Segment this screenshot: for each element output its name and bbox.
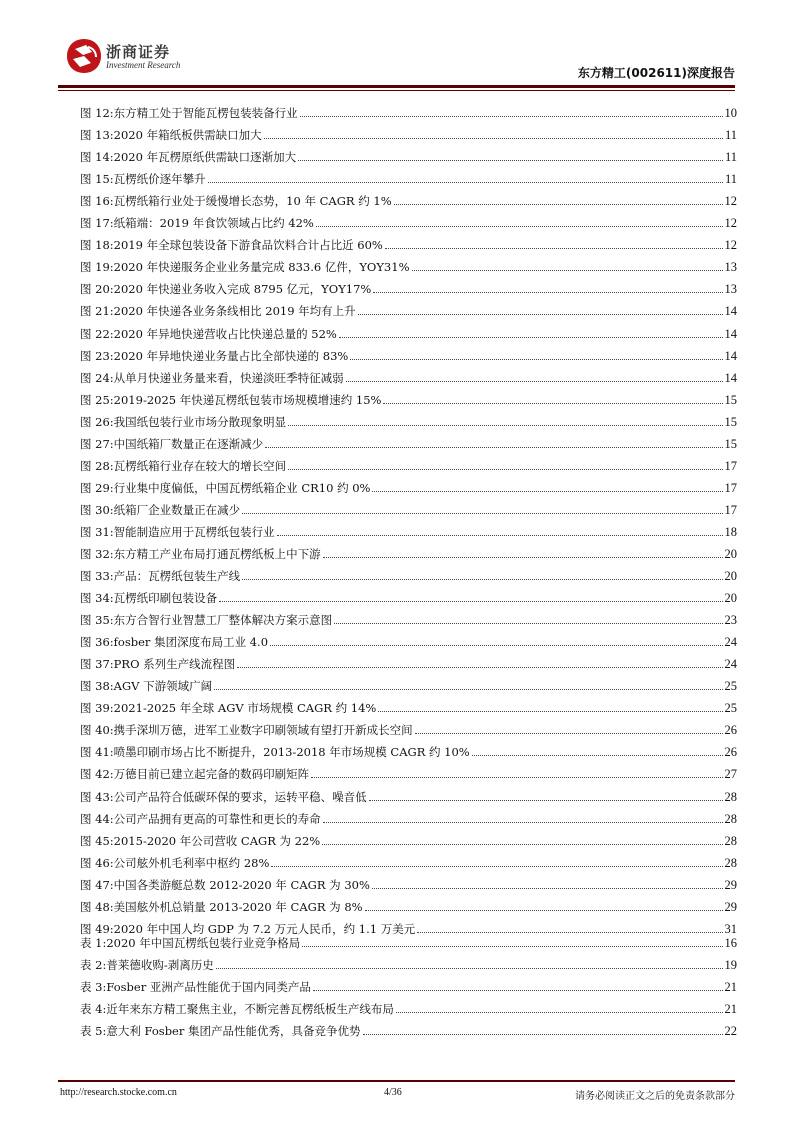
figure-entry-title: 我国纸包装行业市场分散现象明显 <box>113 414 287 429</box>
figure-entry-page: 12 <box>724 194 737 209</box>
figure-entry[interactable] <box>80 473 737 495</box>
figure-entry-page: 28 <box>724 855 737 870</box>
figure-entry-title: 喷墨印刷市场占比不断提升，2013-2018 年市场规模 CAGR 约 10% <box>113 745 470 760</box>
figure-entry-title: 瓦楞纸箱行业处于缓慢增长态势，10 年 CAGR 约 1% <box>113 194 392 209</box>
figure-entry-page: 11 <box>724 172 737 187</box>
figure-entry-label: 图 32: <box>80 546 114 561</box>
figure-entry-page: 28 <box>724 789 737 804</box>
figure-entry-label: 图 44: <box>80 811 114 826</box>
figure-entry[interactable] <box>80 781 737 803</box>
figure-entry-label: 图 33: <box>80 569 114 584</box>
figure-entry-page: 11 <box>724 128 737 143</box>
figure-entry-title: 智能制造应用于瓦楞纸包装行业 <box>113 524 275 539</box>
dot-leader <box>242 513 722 514</box>
figure-entry[interactable] <box>80 208 737 230</box>
footer-rule <box>58 1080 735 1082</box>
figure-entry-label: 图 26: <box>80 414 114 429</box>
figure-entry[interactable] <box>80 517 737 539</box>
figure-entry-label: 图 16: <box>80 194 114 209</box>
figure-entry[interactable] <box>80 451 737 473</box>
figure-entry-label: 图 29: <box>80 480 114 495</box>
page-number: 4/36 <box>384 1087 402 1098</box>
figure-entry[interactable] <box>80 737 737 759</box>
figure-entry[interactable] <box>80 407 737 429</box>
figure-entry-label: 图 49: <box>80 921 114 936</box>
figure-entry-title: 携手深圳万德，进军工业数字印刷领域有望打开新成长空间 <box>113 723 413 738</box>
table-entry-label: 表 1: <box>80 936 107 951</box>
table-entry-label: 表 5: <box>80 1024 107 1039</box>
dot-leader <box>383 403 722 404</box>
figure-entry-title: 2020 年瓦楞原纸供需缺口逐渐加大 <box>113 150 297 165</box>
dot-leader <box>372 888 723 889</box>
figure-entry-title: 2020 年中国人均 GDP 为 7.2 万元人民币，约 1.1 万美元 <box>113 921 416 936</box>
dot-leader <box>219 601 722 602</box>
figure-entry-title: 行业集中度偏低，中国瓦楞纸箱企业 CR10 约 0% <box>113 480 371 495</box>
figure-entry-page: 13 <box>724 282 737 297</box>
dot-leader <box>323 822 723 823</box>
figure-entry[interactable] <box>80 274 737 296</box>
figure-entry[interactable] <box>80 363 737 385</box>
dot-leader <box>288 425 722 426</box>
figure-entry-title: PRO 系列生产线流程图 <box>113 657 236 672</box>
logo-emblem-icon <box>66 38 102 74</box>
figure-entry-label: 图 34: <box>80 591 114 606</box>
company-name-en: Investment Research <box>106 60 181 70</box>
figure-entry-label: 图 31: <box>80 524 114 539</box>
figure-entry-title: 2019 年全球包装设备下游食品饮料合计占比近 60% <box>113 238 383 253</box>
figure-entry[interactable] <box>80 495 737 517</box>
figure-entry-page: 12 <box>724 238 737 253</box>
figure-entry-page: 14 <box>724 304 737 319</box>
figure-entry[interactable] <box>80 826 737 848</box>
figure-entry-title: 2020 年箱纸板供需缺口加大 <box>113 128 262 143</box>
dot-leader <box>271 866 722 867</box>
company-logo <box>66 38 181 74</box>
figure-entry[interactable] <box>80 759 737 781</box>
figure-entry-title: 公司产品符合低碳环保的要求，运转平稳、噪音低 <box>113 789 367 804</box>
table-entry-page: 22 <box>724 1024 737 1039</box>
dot-leader <box>385 248 723 249</box>
figure-entry-label: 图 28: <box>80 458 114 473</box>
dot-leader <box>363 1034 723 1035</box>
table-entry-page: 16 <box>724 936 737 951</box>
figure-entry-page: 20 <box>724 546 737 561</box>
table-entry[interactable] <box>80 950 737 972</box>
table-entry-label: 表 2: <box>80 958 107 973</box>
figure-entry[interactable] <box>80 429 737 451</box>
dot-leader <box>302 946 722 947</box>
table-entry-label: 表 4: <box>80 1002 107 1017</box>
figure-entry-title: 2019-2025 年快递瓦楞纸包装市场规模增速约 15% <box>113 392 382 407</box>
header-rule <box>58 85 735 88</box>
figure-entry-page: 13 <box>724 260 737 275</box>
figure-entry-label: 图 41: <box>80 745 114 760</box>
figure-entry-title: 公司舷外机毛利率中枢约 28% <box>113 855 270 870</box>
table-entry-page: 21 <box>724 980 737 995</box>
figure-entry-title: AGV 下游领域广阔 <box>113 679 213 694</box>
figure-entry-page: 26 <box>724 745 737 760</box>
figure-entry-label: 图 39: <box>80 701 114 716</box>
figure-entry-title: 瓦楞纸箱行业存在较大的增长空间 <box>113 458 287 473</box>
table-list <box>80 928 737 1038</box>
figure-entry-page: 17 <box>724 480 737 495</box>
table-entry-title: Fosber 亚洲产品性能优于国内同类产品 <box>106 980 311 995</box>
disclaimer-note: 请务必阅读正文之后的免责条款部分 <box>575 1091 735 1102</box>
table-entry-title: 意大利 Fosber 集团产品性能优秀，具备竞争优势 <box>106 1024 361 1039</box>
dot-leader <box>350 359 722 360</box>
table-entry-title: 近年来东方精工聚焦主业，不断完善瓦楞纸板生产线布局 <box>106 1002 394 1017</box>
figure-entry-title: 从单月快递业务量来看，快递淡旺季特征减弱 <box>113 370 344 385</box>
figure-entry-page: 20 <box>724 591 737 606</box>
figure-entry-page: 26 <box>724 723 737 738</box>
figure-entry-title: 公司产品拥有更高的可靠性和更长的寿命 <box>113 811 321 826</box>
figure-entry-label: 图 21: <box>80 304 114 319</box>
figure-entry[interactable] <box>80 142 737 164</box>
figure-entry-label: 图 17: <box>80 216 114 231</box>
figure-entry-title: 2020 年快递服务企业业务量完成 833.6 亿件，YOY31% <box>113 260 410 275</box>
figure-entry-page: 18 <box>724 524 737 539</box>
dot-leader <box>277 535 723 536</box>
dot-leader <box>300 116 723 117</box>
dot-leader <box>373 292 722 293</box>
figure-entry-label: 图 36: <box>80 635 114 650</box>
figure-entry[interactable] <box>80 252 737 274</box>
figure-entry[interactable] <box>80 120 737 142</box>
figure-entry-page: 28 <box>724 833 737 848</box>
figure-entry-label: 图 27: <box>80 436 114 451</box>
figure-entry-title: 东方精工产业布局打通瓦楞纸板上中下游 <box>113 546 321 561</box>
figure-entry-page: 29 <box>724 899 737 914</box>
table-entry[interactable] <box>80 994 737 1016</box>
dot-leader <box>334 623 722 624</box>
dot-leader <box>264 138 723 139</box>
table-entry[interactable] <box>80 1016 737 1038</box>
figure-entry-page: 28 <box>724 811 737 826</box>
figure-entry[interactable] <box>80 341 737 363</box>
figure-entry[interactable] <box>80 804 737 826</box>
table-entry[interactable] <box>80 972 737 994</box>
figure-entry-label: 图 14: <box>80 150 114 165</box>
figure-entry-label: 图 12: <box>80 106 114 121</box>
figure-entry-page: 20 <box>724 569 737 584</box>
dot-leader <box>358 314 723 315</box>
figure-entry-label: 图 37: <box>80 657 114 672</box>
figure-entry-title: fosber 集团深度布局工业 4.0 <box>113 635 269 650</box>
dot-leader <box>323 557 723 558</box>
figure-entry-title: 中国纸箱厂数量正在逐渐减少 <box>113 436 264 451</box>
figure-entry[interactable] <box>80 318 737 340</box>
dot-leader <box>298 160 723 161</box>
figure-entry-label: 图 24: <box>80 370 114 385</box>
dot-leader <box>214 689 722 690</box>
figure-entry-page: 24 <box>724 657 737 672</box>
figure-entry-label: 图 18: <box>80 238 114 253</box>
figure-entry-title: 产品：瓦楞纸包装生产线 <box>113 569 241 584</box>
figure-entry[interactable] <box>80 627 737 649</box>
dot-leader <box>339 337 723 338</box>
dot-leader <box>216 968 723 969</box>
figure-entry[interactable] <box>80 164 737 186</box>
figure-entry[interactable] <box>80 715 737 737</box>
figure-entry-label: 图 22: <box>80 326 114 341</box>
figure-entry-label: 图 13: <box>80 128 114 143</box>
dot-leader <box>322 844 722 845</box>
dot-leader <box>288 469 722 470</box>
figure-entry[interactable] <box>80 98 737 120</box>
figure-entry-title: 东方合智行业智慧工厂整体解决方案示意图 <box>113 613 333 628</box>
figure-entry-page: 25 <box>724 679 737 694</box>
table-entry[interactable] <box>80 928 737 950</box>
figure-entry-page: 17 <box>724 502 737 517</box>
dot-leader <box>237 667 722 668</box>
figure-entry-title: 2020 年异地快递业务量占比全部快递的 83% <box>113 348 349 363</box>
figure-entry-page: 14 <box>724 348 737 363</box>
figure-entry-page: 10 <box>724 106 737 121</box>
header-rule-thin <box>58 90 735 91</box>
figure-entry[interactable] <box>80 848 737 870</box>
figure-entry-label: 图 19: <box>80 260 114 275</box>
dot-leader <box>396 1012 723 1013</box>
dot-leader <box>311 777 722 778</box>
dot-leader <box>242 579 722 580</box>
figure-entry-title: 东方精工处于智能瓦楞包装装备行业 <box>113 106 298 121</box>
figure-entry-page: 15 <box>724 436 737 451</box>
figure-entry[interactable] <box>80 385 737 407</box>
figure-entry-page: 29 <box>724 877 737 892</box>
figure-entry-label: 图 38: <box>80 679 114 694</box>
figure-entry-title: 瓦楞纸印刷包装设备 <box>113 591 218 606</box>
figure-entry[interactable] <box>80 671 737 693</box>
figure-entry-page: 24 <box>724 635 737 650</box>
figure-entry-title: 纸箱端：2019 年食饮领域占比约 42% <box>113 216 314 231</box>
figure-entry-page: 25 <box>724 701 737 716</box>
dot-leader <box>415 733 723 734</box>
figure-entry[interactable] <box>80 693 737 715</box>
dot-leader <box>265 447 722 448</box>
figure-entry[interactable] <box>80 605 737 627</box>
figure-entry-label: 图 42: <box>80 767 114 782</box>
figure-entry-page: 15 <box>724 392 737 407</box>
dot-leader <box>394 204 723 205</box>
figure-entry[interactable] <box>80 539 737 561</box>
figure-entry-title: 瓦楞纸价逐年攀升 <box>113 172 206 187</box>
figure-entry-title: 2015-2020 年公司营收 CAGR 为 22% <box>113 833 321 848</box>
dot-leader <box>270 645 722 646</box>
table-entry-title: 普莱德收购-剥离历史 <box>106 958 214 973</box>
figure-entry-page: 12 <box>724 216 737 231</box>
dot-leader <box>313 990 723 991</box>
dot-leader <box>346 381 723 382</box>
dot-leader <box>472 755 723 756</box>
figure-list <box>80 98 737 936</box>
dot-leader <box>412 270 723 271</box>
figure-entry[interactable] <box>80 186 737 208</box>
figure-entry-title: 2020 年快递各业务条线相比 2019 年均有上升 <box>113 304 356 319</box>
figure-entry-page: 14 <box>724 370 737 385</box>
figure-entry-page: 15 <box>724 414 737 429</box>
figure-entry-page: 14 <box>724 326 737 341</box>
figure-entry-page: 17 <box>724 458 737 473</box>
figure-entry-label: 图 46: <box>80 855 114 870</box>
figure-entry-label: 图 23: <box>80 348 114 363</box>
figure-entry-page: 31 <box>724 921 737 936</box>
dot-leader <box>372 491 722 492</box>
figure-entry-title: 美国舷外机总销量 2013-2020 年 CAGR 为 8% <box>113 899 363 914</box>
figure-entry-label: 图 35: <box>80 613 114 628</box>
figure-entry[interactable] <box>80 870 737 892</box>
figure-entry[interactable] <box>80 230 737 252</box>
figure-entry-title: 中国各类游艇总数 2012-2020 年 CAGR 为 30% <box>113 877 370 892</box>
figure-entry-title: 纸箱厂企业数量正在减少 <box>113 502 241 517</box>
figure-entry-label: 图 25: <box>80 392 114 407</box>
dot-leader <box>378 711 722 712</box>
figure-entry-label: 图 47: <box>80 877 114 892</box>
figure-entry-page: 27 <box>724 767 737 782</box>
figure-entry[interactable] <box>80 649 737 671</box>
figure-entry[interactable] <box>80 892 737 914</box>
figure-entry-title: 2020 年异地快递营收占比快递总量的 52% <box>113 326 337 341</box>
table-entry-page: 21 <box>724 1002 737 1017</box>
figure-entry[interactable] <box>80 583 737 605</box>
table-entry-page: 19 <box>724 958 737 973</box>
dot-leader <box>365 910 723 911</box>
footer-url[interactable]: http://research.stocke.com.cn <box>60 1087 177 1098</box>
figure-entry[interactable] <box>80 561 737 583</box>
figure-entry-label: 图 15: <box>80 172 114 187</box>
figure-entry-label: 图 20: <box>80 282 114 297</box>
table-entry-label: 表 3: <box>80 980 107 995</box>
company-name-cn: 浙商证券 <box>106 43 171 61</box>
figure-entry-page: 11 <box>724 150 737 165</box>
figure-entry-label: 图 40: <box>80 723 114 738</box>
dot-leader <box>316 226 723 227</box>
figure-entry-page: 23 <box>724 613 737 628</box>
figure-entry-title: 2020 年快递业务收入完成 8795 亿元，YOY17% <box>113 282 372 297</box>
figure-entry-label: 图 30: <box>80 502 114 517</box>
figure-entry-title: 万德目前已建立起完备的数码印刷矩阵 <box>113 767 310 782</box>
figure-entry-label: 图 45: <box>80 833 114 848</box>
figure-entry-label: 图 48: <box>80 899 114 914</box>
dot-leader <box>369 800 723 801</box>
figure-entry[interactable] <box>80 296 737 318</box>
report-title: 东方精工(002611)深度报告 <box>577 66 735 80</box>
dot-leader <box>208 182 723 183</box>
figure-entry-title: 2021-2025 年全球 AGV 市场规模 CAGR 约 14% <box>113 701 377 716</box>
table-entry-title: 2020 年中国瓦楞纸包装行业竞争格局 <box>106 936 301 951</box>
figure-entry-label: 图 43: <box>80 789 114 804</box>
